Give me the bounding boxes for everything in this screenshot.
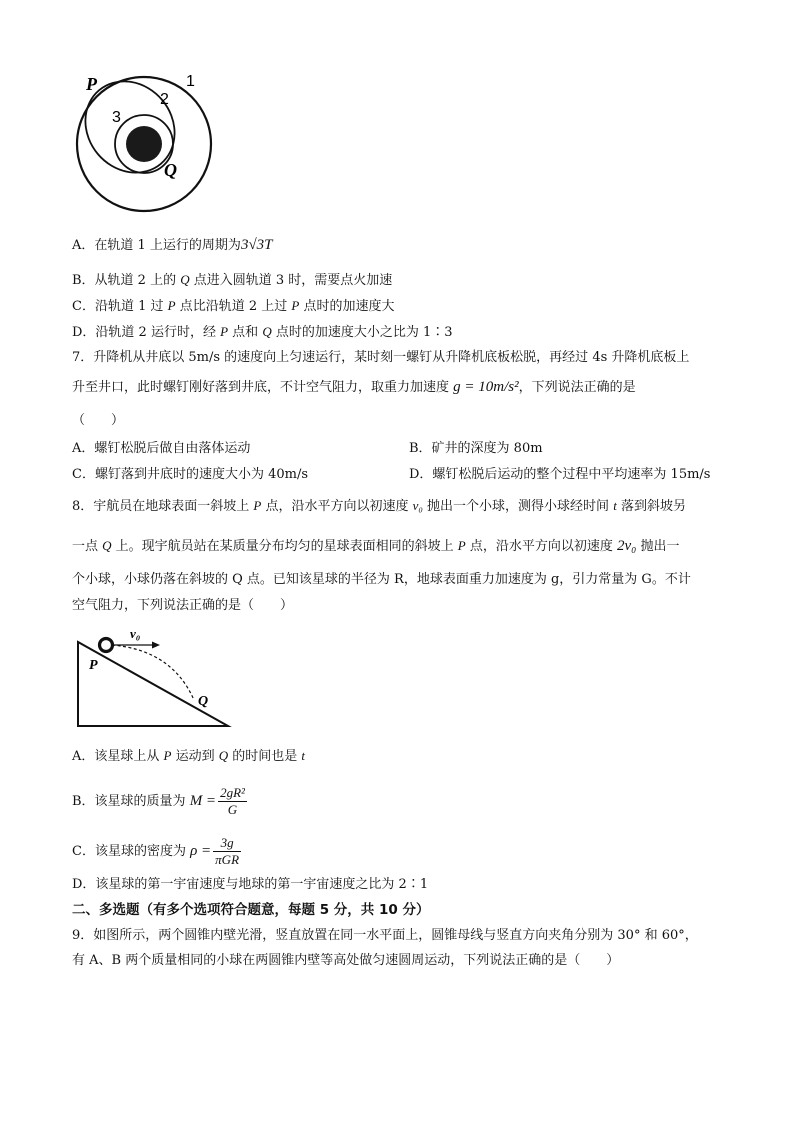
q6-a-math: 3√3T [240,237,273,253]
slope-label-p: P [89,658,98,673]
q8-stem-line4: 空气阻力，下列说法正确的是（ ） [72,598,294,613]
q8-l2-pre: 一点 [72,539,103,554]
q8-l1-post: 落到斜坡另 [616,499,686,514]
q8-l2-q: Q [102,538,112,553]
q8-a-p: P [163,748,172,763]
q6-c-p1: P [167,298,176,313]
q8-l2-mid2: 点，沿水平方向以初速度 [465,539,618,554]
q7-stem-line1: 7．升降机从井底以 5m/s 的速度向上匀速运行，某时刻一螺钉从升降机底板松脱，再经过 4s 升降机底板上 [72,350,690,365]
q9-stem-line2: 有 A、B 两个质量相同的小球在两圆锥内壁等高处做匀速圆周运动，下列说法正确的是（ ） [72,953,620,968]
q6-c-p2: P [291,298,300,313]
q8-option-b [72,784,249,819]
q8-option-c [72,834,243,869]
velocity-arrowhead [152,642,160,649]
q6-d-p: P [220,324,229,339]
q6-b-post: 点进入圆轨道 3 时，需要点火加速 [189,273,393,288]
ball [100,639,113,652]
q8-a-t: t [301,748,306,763]
q8-b-fraction [218,785,247,818]
slope-triangle [78,642,228,726]
q7-option-b: B．矿井的深度为 80m [409,441,543,456]
q8-option-a [72,747,305,766]
slope-figure [74,624,234,730]
orbit-label-2: 2 [160,91,169,108]
q7-stem-line2 [72,378,636,397]
orbit-label-p: P [86,74,97,94]
q6-d-pre: D．沿轨道 2 运行时，经 [72,325,221,340]
q8-option-d: D．该星球的第一宇宙速度与地球的第一宇宙速度之比为 2∶1 [72,877,429,892]
q8-l1-mid: 点，沿水平方向以初速度 [261,499,413,514]
q7-stem2-post: ，下列说法正确的是 [518,380,636,395]
q8-l1-mid2: 抛出一个小球，测得小球经时间 [422,499,614,514]
q6-option-b [72,271,392,290]
orbit-label-q: Q [164,160,177,180]
q7-paren: （ ） [72,413,125,428]
q8-l1-v: v₀ [412,498,423,513]
q6-d-mid: 点和 [228,325,263,340]
q6-d-q: Q [262,324,272,339]
q6-b-q: Q [180,272,190,287]
q7-option-d: D．螺钉松脱后运动的整个过程中平均速率为 15m/s [409,467,711,482]
q7-stem2-pre: 升至井口，此时螺钉刚好落到井底，不计空气阻力，取重力加速度 [72,380,454,395]
q6-a-text: A．在轨道 1 上运行的周期为 [72,238,241,253]
orbit-label-3: 3 [112,109,121,126]
trajectory [112,645,194,700]
q6-c-pre: C．沿轨道 1 过 [72,299,168,314]
q6-b-pre: B．从轨道 2 上的 [72,273,181,288]
q8-c-pre: C．该星球的密度为 [72,844,191,859]
q7-option-c: C．螺钉落到井底时的速度大小为 40m/s [72,467,308,482]
q8-c-den: πGR [215,852,240,867]
q6-option-c [72,297,394,316]
q8-c-lhs: ρ = [190,843,212,859]
q8-b-den: G [227,802,238,817]
q6-option-a [72,236,273,255]
q8-l1-pre: 8．宇航员在地球表面一斜坡上 [72,499,254,514]
orbit-figure [72,62,222,220]
planet [126,126,162,162]
q6-option-d [72,323,453,342]
section-2-heading: 二、多选题（有多个选项符合题意，每题 5 分，共 10 分） [72,902,430,918]
q6-c-post: 点时的加速度大 [299,299,395,314]
q8-l2-post: 抛出一 [636,539,680,554]
q8-c-fraction [213,835,241,868]
q8-l2-mid: 上。现宇航员站在某质量分布均匀的星球表面相同的斜坡上 [111,539,458,554]
q6-c-mid: 点比沿轨道 2 上过 [175,299,292,314]
q8-a-pre: A．该星球上从 [72,749,164,764]
q8-b-pre: B．该星球的质量为 [72,794,190,809]
q8-a-q: Q [218,748,229,763]
q8-l1-t: t [613,498,617,513]
q8-stem-line3: 个小球，小球仍落在斜坡的 Q 点。已知该星球的半径为 R，地球表面重力加速度为 g，引力常量为 G。不计 [72,572,691,587]
q8-b-lhs: M = [189,793,217,809]
q8-l2-v: 2v₀ [617,538,637,554]
q8-b-num: 2gR² [220,785,245,800]
q9-stem-line1: 9．如图所示，两个圆锥内壁光滑，竖直放置在同一水平面上，圆锥母线与竖直方向夹角分别为 30° 和 60°， [72,928,698,943]
q8-a-mid: 运动到 [171,749,219,764]
q8-a-mid2: 的时间也是 [228,749,302,764]
slope-label-q: Q [198,694,209,709]
q8-l1-p: P [253,498,262,513]
orbit-label-1: 1 [186,73,195,90]
q8-c-num: 3g [213,835,241,852]
slope-label-v0: v₀ [130,626,141,641]
q8-l2-p: P [457,538,466,553]
q7-option-a: A．螺钉松脱后做自由落体运动 [72,441,251,456]
q6-d-post: 点时的加速度大小之比为 1∶3 [271,325,453,340]
q8-stem-line1 [72,497,686,516]
q7-stem2-math: g = 10m/s² [453,379,519,395]
q8-stem-line2 [72,537,680,556]
